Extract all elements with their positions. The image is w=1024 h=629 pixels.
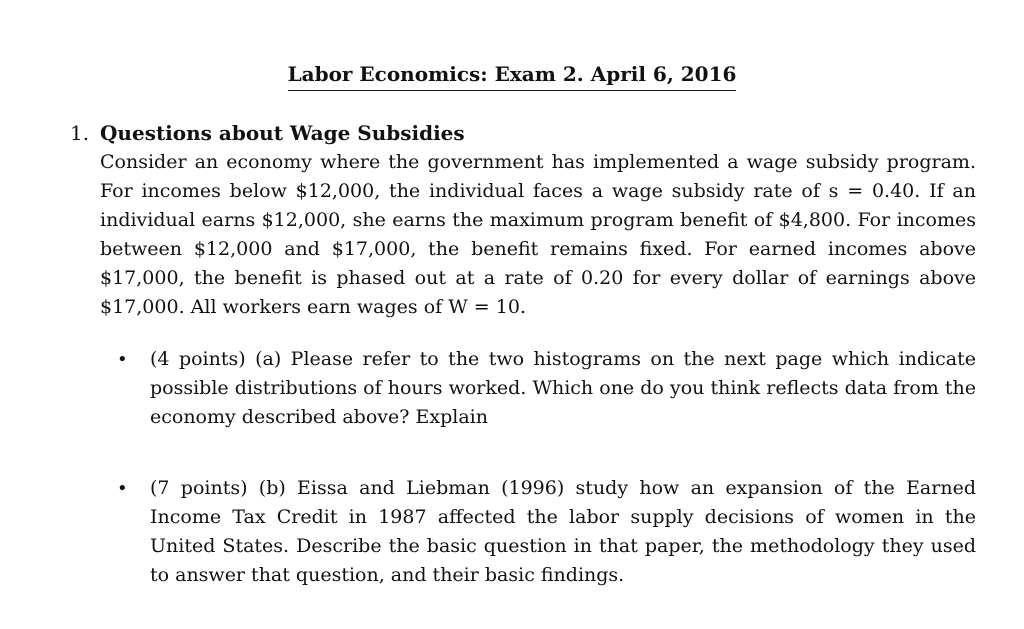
exam-title-text: Labor Economics: Exam 2. April 6, 2016: [288, 60, 737, 91]
question-heading: Questions about Wage Subsidies: [100, 121, 465, 145]
question-part-a: (4 points) (a) Please refer to the two histograms on the next page which indicate possible distributions of hours worked. Which one do you think reflects data from the economy described above? Explain: [150, 348, 976, 428]
bullet-icon: •: [117, 349, 128, 370]
bullet-icon: •: [117, 478, 128, 499]
exam-title: [0, 60, 1024, 91]
question-number: 1.: [70, 121, 90, 145]
question-body: Consider an economy where the government has implemented a wage subsidy program. For incomes below $12,000, the individual faces a wage subsidy rate of s = 0.40. If an individual earns $12,000, she earns the maximum program benefit of $4,800. For incomes between $12,000 and $17,000, the benefit remains fixed. For earned incomes above $17,000, the benefit is phased out at a rate of 0.20 for every dollar of earnings above $17,000. All workers earn wages of W = 10.: [100, 151, 976, 318]
question-part-b: (7 points) (b) Eissa and Liebman (1996) study how an expansion of the Earned Income Tax Credit in 1987 affected the labor supply decisions of women in the United States. Describe the basic question in that paper, the methodology they used to answer that question, and their basic findings.: [150, 477, 976, 586]
